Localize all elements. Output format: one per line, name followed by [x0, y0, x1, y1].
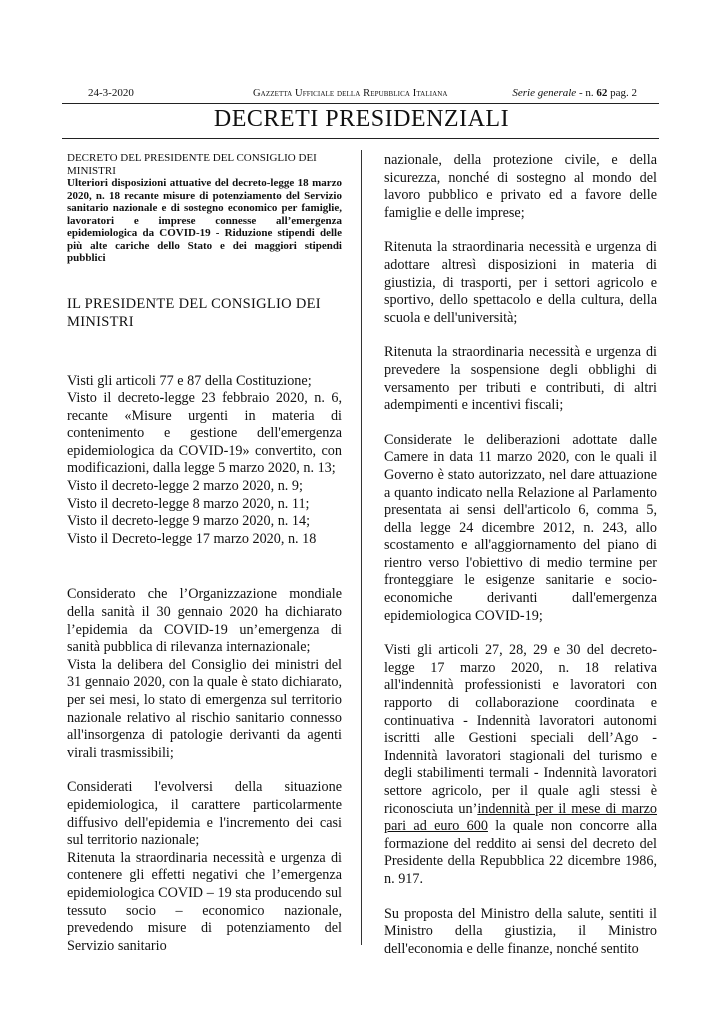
serie-rest: - n.	[576, 87, 597, 99]
paragraph-4: Considerate le deliberazioni adottate dalle Camere in data 11 marzo 2020, con le quali il Governo è stato autorizzato, nel dare attuazione a quanto indicato nella Relazione al Parlamento presentata ai sensi dell'articolo 6, comma 5, della legge 24 dicembre 2012, n. 243, allo scostamento e all'aggiornamento del piano di rientro verso l'obiettivo di medio termine per fronteggiare le esigenze sanitarie e socio-economiche derivanti dall'emergenza epidemiologica COVID-19;	[384, 431, 657, 624]
gazette-title-text: Gazzetta Ufficiale della Repubblica Italiana	[253, 88, 448, 99]
president-heading: IL PRESIDENTE DEL CONSIGLIO DEI MINISTRI	[67, 295, 321, 330]
paragraph-2: Ritenuta la straordinaria necessità e urgenza di adottare altresì disposizioni in materia di giustizia, di trasporti, per i settori agricolo e sportivo, dello spettacolo e della cultura, della scuola e dell'università;	[384, 239, 657, 326]
serie-label: Serie generale	[512, 87, 577, 99]
visti-line: Visto il decreto-legge 8 marzo 2020, n. 11;	[67, 495, 310, 512]
section-rule	[62, 138, 659, 139]
header-rule	[62, 103, 659, 104]
underlined-indennita: indennità per il mese di marzo pari ad euro 600	[384, 800, 658, 835]
visti-line: Visto il decreto-legge 9 marzo 2020, n. 14;	[67, 513, 311, 530]
visti-line: Visti gli articoli 77 e 87 della Costituzione;	[67, 372, 312, 389]
paragraph-1: nazionale, della protezione civile, e della sicurezza, nonché di sostegno al mondo del lavoro pubblico e privato ed a favore delle famiglie e delle imprese;	[384, 152, 657, 221]
header-serie	[512, 87, 637, 99]
visti-line: Visto il decreto-legge 23 febbraio 2020, n. 6, recante «Misure urgenti in materia di contenimento e gestione dell'emergenza epidemiologica da COVID-19» convertito, con modificazioni, dalla legge 5 marzo 2020, n. 13;	[67, 390, 342, 477]
ritenuta-paragraph: Ritenuta la straordinaria necessità e urgenza di contenere gli effetti negativi che l’emergenza epidemiologica COVID – 19 sta producendo sul tessuto socio – economico nazionale, prevedendo misure di potenziamento del Servizio sanitario	[67, 849, 342, 954]
considerato-block	[67, 586, 342, 762]
decree-heading: DECRETO DEL PRESIDENTE DEL CONSIGLIO DEI MINISTRI	[67, 152, 317, 177]
paragraph-5	[384, 642, 657, 888]
left-column	[67, 152, 342, 955]
section-title: DECRETI PRESIDENZIALI	[213, 106, 510, 132]
page-number: pag. 2	[607, 87, 637, 99]
header-date: 24-3-2020	[88, 87, 134, 99]
paragraph-3: Ritenuta la straordinaria necessità e urgenza di prevedere la sospensione degli obblighi di versamento per tributi e contributi, di altri adempimenti e incentivi fiscali;	[384, 344, 657, 414]
right-column	[384, 152, 657, 958]
visti-line: Visto il decreto-legge 2 marzo 2020, n. 9;	[67, 478, 303, 495]
considerati-paragraph: Considerati l'evolversi della situazione epidemiologica, il carattere particolarmente diffusivo dell'epidemia e l'incremento dei casi sul territorio nazionale;	[67, 779, 342, 849]
considerato-paragraph: Considerato che l’Organizzazione mondiale della sanità il 30 gennaio 2020 ha dichiarato l’epidemia da COVID-19 un’emergenza di sanità pubblica di rilevanza internazionale;	[67, 586, 342, 656]
column-divider	[361, 150, 362, 945]
gazette-title	[253, 88, 448, 99]
paragraph-5-text: Visti gli articoli 27, 28, 29 e 30 del decreto-legge 17 marzo 2020, n. 18 relativa all'indennità professionisti e lavoratori con rapporto di collaborazione coordinata e continuativa - Indennità lavoratori autonomi iscritti alle Gestioni speciali dell’Ago - Indennità lavoratori stagionali del turismo e degli stabilimenti termali - Indennità lavoratori settore agricolo, per il quale agli stessi è riconosciuta un’	[384, 642, 657, 817]
serie-number: 62	[596, 87, 608, 99]
decree-subtitle: Ulteriori disposizioni attuative del decreto-legge 18 marzo 2020, n. 18 recante misure di potenziamento del Servizio sanitario nazionale e di sostegno economico per famiglie, lavoratori e imprese connesse all’emergenza epidemiologica da COVID-19 - Riduzione stipendi delle più alte cariche dello Stato e dei maggiori stipendi pubblici	[67, 177, 342, 264]
paragraph-6: Su proposta del Ministro della salute, sentiti il Ministro della giustizia, il Ministro dell'economia e delle finanze, nonché sentito	[384, 905, 657, 957]
delibera-paragraph: Vista la delibera del Consiglio dei ministri del 31 gennaio 2020, con la quale è stato dichiarato, per sei mesi, lo stato di emergenza sul territorio nazionale relativo al rischio sanitario connesso all'insorgenza di patologie derivanti da agenti virali trasmissibili;	[67, 656, 342, 761]
considerati-block	[67, 779, 342, 955]
visti-block	[67, 373, 342, 549]
visti-line: Visto il Decreto-legge 17 marzo 2020, n. 18	[67, 530, 317, 547]
paragraph-5-tail: la quale non concorre alla formazione del reddito ai sensi del decreto del Presidente della Repubblica 22 dicembre 1986, n. 917.	[384, 818, 657, 887]
